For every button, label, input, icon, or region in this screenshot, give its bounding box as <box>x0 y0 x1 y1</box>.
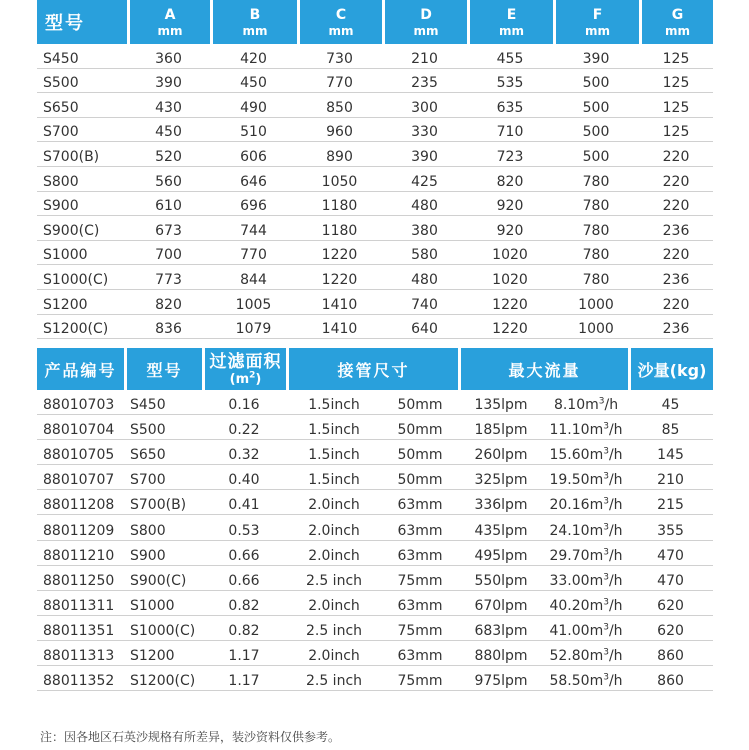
pipe-inch-cell: 1.5inch <box>286 390 382 415</box>
table-row <box>37 541 713 566</box>
pipe-inch-cell: 2.0inch <box>286 541 382 566</box>
dimension-cell: 236 <box>639 265 713 290</box>
header-dim-f: F mm <box>553 0 639 44</box>
sand-amount-cell: 210 <box>628 465 713 490</box>
dimension-cell: 236 <box>639 315 713 340</box>
dimension-cell: 960 <box>297 118 382 143</box>
dimension-cell: 1220 <box>467 290 553 315</box>
pipe-inch-cell: 2.5 inch <box>286 566 382 591</box>
dimension-cell: 1220 <box>297 265 382 290</box>
dimension-cell: 390 <box>382 142 467 167</box>
dimension-cell: 723 <box>467 142 553 167</box>
table-row <box>37 566 713 591</box>
dimension-cell: 380 <box>382 216 467 241</box>
flow-m3h-cell: $29.70m^3/h$ <box>544 541 628 566</box>
dimension-cell: 220 <box>639 142 713 167</box>
product-code-cell: 88011351 <box>37 616 124 641</box>
dimension-cell: 500 <box>553 93 639 118</box>
dimension-cell: 696 <box>210 192 297 217</box>
dimension-cell: 425 <box>382 167 467 192</box>
model-cell: S700(B) <box>124 490 202 515</box>
filter-area-cell: 1.17 <box>202 641 286 666</box>
model-cell: S1000 <box>37 241 127 266</box>
filter-area-cell: 0.82 <box>202 591 286 616</box>
dimension-cell: 646 <box>210 167 297 192</box>
dimension-cell: 780 <box>553 216 639 241</box>
table-row <box>37 192 713 217</box>
flow-lpm-cell: 975lpm <box>458 666 544 691</box>
product-code-cell: 88010704 <box>37 415 124 440</box>
dimension-cell: 836 <box>127 315 210 340</box>
dimension-cell: 700 <box>127 241 210 266</box>
dimension-cell: 450 <box>127 118 210 143</box>
flow-lpm-cell: 670lpm <box>458 591 544 616</box>
pipe-mm-cell: 75mm <box>382 566 458 591</box>
dimension-cell: 500 <box>553 69 639 94</box>
table-row <box>37 415 713 440</box>
dimension-cell: 220 <box>639 192 713 217</box>
product-code-cell: 88010703 <box>37 390 124 415</box>
model-cell: S900(C) <box>124 566 202 591</box>
model-cell: S800 <box>124 515 202 540</box>
dimension-cell: 920 <box>467 192 553 217</box>
dimension-cell: 125 <box>639 93 713 118</box>
dimension-cell: 780 <box>553 192 639 217</box>
model-cell: S650 <box>124 440 202 465</box>
header-max-flow: 最大流量 <box>458 348 628 390</box>
sand-amount-cell: 860 <box>628 666 713 691</box>
dimension-cell: 1410 <box>297 290 382 315</box>
pipe-mm-cell: 63mm <box>382 515 458 540</box>
pipe-inch-cell: 2.0inch <box>286 490 382 515</box>
table-row <box>37 93 713 118</box>
model-cell: S1200 <box>37 290 127 315</box>
model-cell: S500 <box>124 415 202 440</box>
flow-m3h-cell: $40.20m^3/h$ <box>544 591 628 616</box>
model-cell: S1000 <box>124 591 202 616</box>
dimension-cell: 820 <box>127 290 210 315</box>
dimension-cell: 1020 <box>467 265 553 290</box>
dimension-cell: 390 <box>127 69 210 94</box>
table-row <box>37 69 713 94</box>
pipe-inch-cell: 2.5 inch <box>286 666 382 691</box>
pipe-mm-cell: 50mm <box>382 390 458 415</box>
model-cell: S1000(C) <box>37 265 127 290</box>
flow-m3h-cell: $15.60m^3/h$ <box>544 440 628 465</box>
dimension-cell: 1220 <box>297 241 382 266</box>
dimension-cell: 770 <box>210 241 297 266</box>
header-dim-d: D mm <box>382 0 467 44</box>
pipe-inch-cell: 2.0inch <box>286 591 382 616</box>
flow-lpm-cell: 185lpm <box>458 415 544 440</box>
dimension-cell: 635 <box>467 93 553 118</box>
dimension-cell: 520 <box>127 142 210 167</box>
dimension-cell: 780 <box>553 167 639 192</box>
header-filter-area: 过滤面积 $(m^2)$ <box>202 348 286 390</box>
dimension-cell: 535 <box>467 69 553 94</box>
model-cell: S700(B) <box>37 142 127 167</box>
product-code-cell: 88010707 <box>37 465 124 490</box>
product-code-cell: 88011210 <box>37 541 124 566</box>
dimension-cell: 1020 <box>467 241 553 266</box>
model-cell: S1200(C) <box>37 315 127 340</box>
dimension-cell: 430 <box>127 93 210 118</box>
dimension-cell: 773 <box>127 265 210 290</box>
table-row <box>37 591 713 616</box>
dimension-cell: 220 <box>639 241 713 266</box>
dimension-cell: 300 <box>382 93 467 118</box>
flow-lpm-cell: 435lpm <box>458 515 544 540</box>
filter-area-cell: 0.40 <box>202 465 286 490</box>
dimension-cell: 580 <box>382 241 467 266</box>
table-row <box>37 44 713 69</box>
footnote: 注：因各地区石英沙规格有所差异，装沙资料仅供参考。 <box>40 730 341 744</box>
dimension-cell: 1180 <box>297 192 382 217</box>
header-dim-g: G mm <box>639 0 713 44</box>
dimension-cell: 1000 <box>553 315 639 340</box>
header-model: 型号 <box>124 348 202 390</box>
table-row <box>37 616 713 641</box>
filter-area-cell: 0.53 <box>202 515 286 540</box>
dimensions-table-body <box>37 44 713 339</box>
filter-area-cell: 0.82 <box>202 616 286 641</box>
dimension-cell: 640 <box>382 315 467 340</box>
dimension-cell: 610 <box>127 192 210 217</box>
dimension-cell: 730 <box>297 44 382 69</box>
pipe-mm-cell: 50mm <box>382 415 458 440</box>
dimension-cell: 1410 <box>297 315 382 340</box>
header-sand-amount: 沙量(kg) <box>628 348 713 390</box>
pipe-mm-cell: 50mm <box>382 440 458 465</box>
dimension-cell: 125 <box>639 118 713 143</box>
dimension-cell: 560 <box>127 167 210 192</box>
flow-lpm-cell: 336lpm <box>458 490 544 515</box>
filter-area-cell: 0.41 <box>202 490 286 515</box>
model-cell: S500 <box>37 69 127 94</box>
pipe-mm-cell: 63mm <box>382 541 458 566</box>
table-row <box>37 515 713 540</box>
dimension-cell: 500 <box>553 142 639 167</box>
model-cell: S800 <box>37 167 127 192</box>
flow-lpm-cell: 135lpm <box>458 390 544 415</box>
dimension-cell: 1220 <box>467 315 553 340</box>
table-row <box>37 241 713 266</box>
pipe-inch-cell: 1.5inch <box>286 440 382 465</box>
table-row <box>37 315 713 340</box>
header-pipe-size: 接管尺寸 <box>286 348 458 390</box>
sand-amount-cell: 215 <box>628 490 713 515</box>
product-code-cell: 88011313 <box>37 641 124 666</box>
sand-amount-cell: 145 <box>628 440 713 465</box>
specifications-table <box>37 348 713 691</box>
dimension-cell: 455 <box>467 44 553 69</box>
dimension-cell: 480 <box>382 192 467 217</box>
dimension-cell: 844 <box>210 265 297 290</box>
product-code-cell: 88011352 <box>37 666 124 691</box>
sand-amount-cell: 355 <box>628 515 713 540</box>
flow-m3h-cell: $58.50m^3/h$ <box>544 666 628 691</box>
dimension-cell: 1005 <box>210 290 297 315</box>
flow-lpm-cell: 683lpm <box>458 616 544 641</box>
dimension-cell: 236 <box>639 216 713 241</box>
dimension-cell: 920 <box>467 216 553 241</box>
model-cell: S900 <box>37 192 127 217</box>
model-cell: S700 <box>37 118 127 143</box>
model-cell: S1200 <box>124 641 202 666</box>
dimension-cell: 850 <box>297 93 382 118</box>
product-code-cell: 88011311 <box>37 591 124 616</box>
dimension-cell: 125 <box>639 44 713 69</box>
dimension-cell: 510 <box>210 118 297 143</box>
flow-m3h-cell: $52.80m^3/h$ <box>544 641 628 666</box>
table-row <box>37 666 713 691</box>
sand-amount-cell: 620 <box>628 591 713 616</box>
flow-m3h-cell: $8.10m^3/h$ <box>544 390 628 415</box>
flow-lpm-cell: 325lpm <box>458 465 544 490</box>
dimension-cell: 673 <box>127 216 210 241</box>
dimension-cell: 490 <box>210 93 297 118</box>
dimension-cell: 740 <box>382 290 467 315</box>
dimension-cell: 710 <box>467 118 553 143</box>
filter-area-cell: 0.66 <box>202 566 286 591</box>
dimension-cell: 420 <box>210 44 297 69</box>
pipe-inch-cell: 1.5inch <box>286 465 382 490</box>
dimension-cell: 360 <box>127 44 210 69</box>
model-cell: S700 <box>124 465 202 490</box>
sand-amount-cell: 85 <box>628 415 713 440</box>
dimension-cell: 450 <box>210 69 297 94</box>
model-cell: S900 <box>124 541 202 566</box>
flow-m3h-cell: $20.16m^3/h$ <box>544 490 628 515</box>
table-row <box>37 167 713 192</box>
table-row <box>37 440 713 465</box>
dimensions-header-row <box>37 0 713 44</box>
header-dim-c: C mm <box>297 0 382 44</box>
sand-amount-cell: 470 <box>628 541 713 566</box>
flow-m3h-cell: $11.10m^3/h$ <box>544 415 628 440</box>
header-dim-b: B mm <box>210 0 297 44</box>
flow-m3h-cell: $33.00m^3/h$ <box>544 566 628 591</box>
dimension-cell: 220 <box>639 290 713 315</box>
dimension-cell: 390 <box>553 44 639 69</box>
table-row <box>37 290 713 315</box>
flow-m3h-cell: $24.10m^3/h$ <box>544 515 628 540</box>
dimension-cell: 1050 <box>297 167 382 192</box>
header-product-code: 产品编号 <box>37 348 124 390</box>
filter-area-cell: 0.66 <box>202 541 286 566</box>
dimension-cell: 125 <box>639 69 713 94</box>
dimension-cell: 780 <box>553 241 639 266</box>
dimension-cell: 500 <box>553 118 639 143</box>
table-row <box>37 490 713 515</box>
pipe-mm-cell: 50mm <box>382 465 458 490</box>
sand-amount-cell: 860 <box>628 641 713 666</box>
filter-area-cell: 1.17 <box>202 666 286 691</box>
header-model: 型号 <box>37 0 127 44</box>
dimension-cell: 1000 <box>553 290 639 315</box>
header-dim-a: A mm <box>127 0 210 44</box>
filter-area-cell: 0.16 <box>202 390 286 415</box>
dimension-cell: 1180 <box>297 216 382 241</box>
header-dim-e: E mm <box>467 0 553 44</box>
table-row <box>37 465 713 490</box>
pipe-inch-cell: 2.5 inch <box>286 616 382 641</box>
table-row <box>37 641 713 666</box>
product-code-cell: 88010705 <box>37 440 124 465</box>
model-cell: S650 <box>37 93 127 118</box>
pipe-mm-cell: 63mm <box>382 641 458 666</box>
dimension-cell: 606 <box>210 142 297 167</box>
model-cell: S1000(C) <box>124 616 202 641</box>
table-row <box>37 216 713 241</box>
flow-lpm-cell: 550lpm <box>458 566 544 591</box>
pipe-mm-cell: 75mm <box>382 616 458 641</box>
product-code-cell: 88011208 <box>37 490 124 515</box>
dimension-cell: 1079 <box>210 315 297 340</box>
pipe-mm-cell: 63mm <box>382 490 458 515</box>
dimension-cell: 744 <box>210 216 297 241</box>
product-code-cell: 88011250 <box>37 566 124 591</box>
sand-amount-cell: 45 <box>628 390 713 415</box>
sand-amount-cell: 470 <box>628 566 713 591</box>
table-row <box>37 390 713 415</box>
sand-amount-cell: 620 <box>628 616 713 641</box>
product-code-cell: 88011209 <box>37 515 124 540</box>
dimension-cell: 890 <box>297 142 382 167</box>
table-row <box>37 265 713 290</box>
specifications-header-row <box>37 348 713 390</box>
flow-m3h-cell: $19.50m^3/h$ <box>544 465 628 490</box>
filter-area-cell: 0.32 <box>202 440 286 465</box>
dimension-cell: 820 <box>467 167 553 192</box>
dimension-cell: 770 <box>297 69 382 94</box>
flow-lpm-cell: 495lpm <box>458 541 544 566</box>
pipe-inch-cell: 1.5inch <box>286 415 382 440</box>
flow-lpm-cell: 880lpm <box>458 641 544 666</box>
pipe-mm-cell: 63mm <box>382 591 458 616</box>
dimension-cell: 235 <box>382 69 467 94</box>
dimensions-table <box>37 0 713 339</box>
specifications-table-body <box>37 390 713 691</box>
dimension-cell: 210 <box>382 44 467 69</box>
table-row <box>37 142 713 167</box>
dimension-cell: 220 <box>639 167 713 192</box>
model-cell: S1200(C) <box>124 666 202 691</box>
flow-m3h-cell: $41.00m^3/h$ <box>544 616 628 641</box>
model-cell: S450 <box>124 390 202 415</box>
flow-lpm-cell: 260lpm <box>458 440 544 465</box>
pipe-inch-cell: 2.0inch <box>286 641 382 666</box>
table-row <box>37 118 713 143</box>
pipe-inch-cell: 2.0inch <box>286 515 382 540</box>
model-cell: S450 <box>37 44 127 69</box>
dimension-cell: 780 <box>553 265 639 290</box>
model-cell: S900(C) <box>37 216 127 241</box>
dimension-cell: 480 <box>382 265 467 290</box>
filter-area-cell: 0.22 <box>202 415 286 440</box>
dimension-cell: 330 <box>382 118 467 143</box>
pipe-mm-cell: 75mm <box>382 666 458 691</box>
